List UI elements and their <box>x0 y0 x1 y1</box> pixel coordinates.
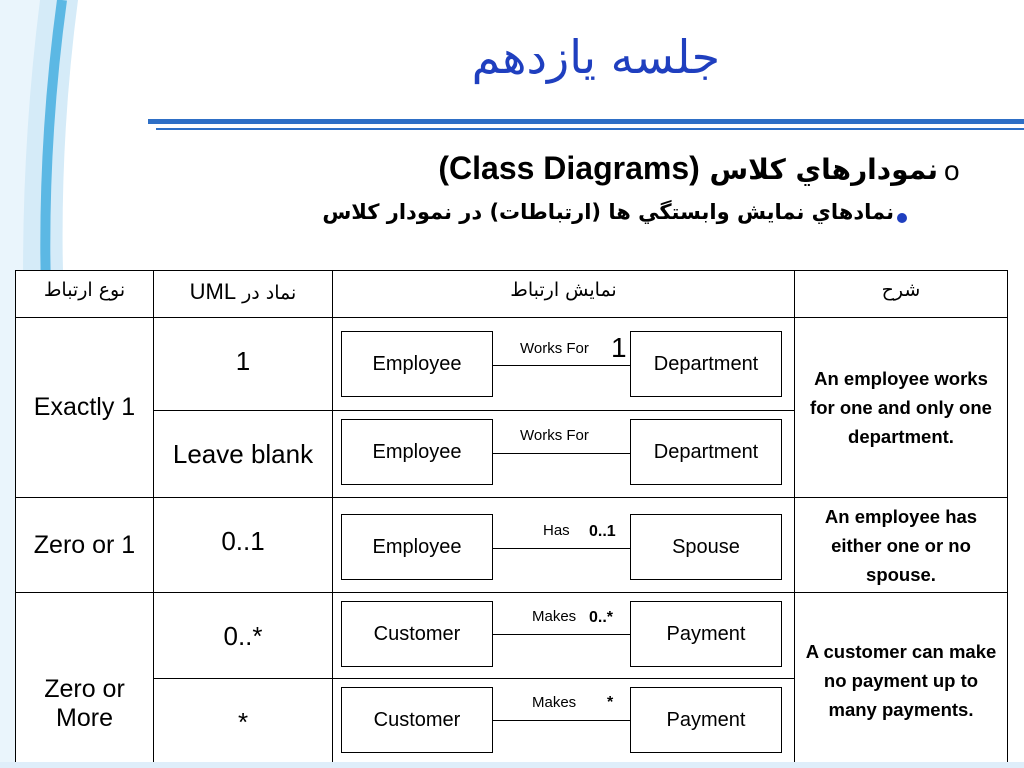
association-line <box>493 720 630 721</box>
relation-label: Has <box>543 522 570 539</box>
association-line <box>493 548 630 549</box>
class-box: Employee <box>341 419 493 485</box>
section-heading <box>438 150 938 190</box>
class-box: Payment <box>630 687 782 753</box>
description-cell: A customer can make no payment up to many payments. <box>795 593 1008 768</box>
table-row <box>16 498 1008 593</box>
relation-label: Works For <box>520 340 589 357</box>
relation-label: Makes <box>532 694 577 711</box>
diagram-cell <box>333 498 795 593</box>
diagram-cell <box>333 411 795 498</box>
relation-label: Makes <box>532 608 577 625</box>
multiplicity-label: 1 <box>611 332 627 363</box>
relationship-table <box>15 270 1008 768</box>
class-box: Employee <box>341 514 493 580</box>
title-rule <box>148 119 1024 124</box>
association-line <box>493 634 630 635</box>
type-cell: Zero or 1 <box>16 498 154 593</box>
relation-label: Works For <box>520 427 589 444</box>
description-cell: An employee has either one or no spouse. <box>795 498 1008 593</box>
diagram-cell <box>333 593 795 679</box>
table-row <box>16 593 1008 679</box>
slide-bottom-border <box>0 762 1024 768</box>
association-line <box>493 453 630 454</box>
table-header-row <box>16 271 1008 318</box>
class-box: Customer <box>341 601 493 667</box>
class-box: Department <box>630 331 782 397</box>
class-box: Payment <box>630 601 782 667</box>
slide-title: جلسه يازدهم <box>471 30 720 84</box>
class-box: Department <box>630 419 782 485</box>
multiplicity-label: 0..* <box>589 609 614 626</box>
uml-cell: Leave blank <box>154 411 333 498</box>
diagram-cell <box>333 679 795 768</box>
multiplicity-label: 0..1 <box>589 523 616 540</box>
uml-cell: * <box>154 679 333 768</box>
class-box: Customer <box>341 687 493 753</box>
association-line <box>493 365 630 366</box>
header-uml <box>154 271 333 318</box>
heading-text-fa: نمودارهاي كلاس <box>699 153 938 186</box>
heading-text-en: (Class Diagrams) <box>438 150 700 186</box>
title-rule-thin <box>156 128 1024 130</box>
uml-cell: 0..1 <box>154 498 333 593</box>
table-row <box>16 318 1008 411</box>
heading-bullet: o <box>944 155 960 186</box>
header-uml-fa: نماد در <box>236 282 297 304</box>
type-cell: Zero or More <box>16 593 154 768</box>
uml-cell: 1 <box>154 318 333 411</box>
subheading-bullet <box>897 213 907 223</box>
subheading: نمادهاي نمايش وابستگي ها (ارتباطات) در نمودار كلاس <box>322 200 894 224</box>
header-uml-en: UML <box>189 279 237 304</box>
header-description: شرح <box>795 271 1008 318</box>
multiplicity-label: * <box>607 694 614 711</box>
class-box: Spouse <box>630 514 782 580</box>
class-box: Employee <box>341 331 493 397</box>
type-cell: Exactly 1 <box>16 318 154 498</box>
header-display: نمايش ارتباط <box>333 271 795 318</box>
diagram-cell <box>333 318 795 411</box>
description-cell: An employee works for one and only one department. <box>795 318 1008 498</box>
header-type: نوع ارتباط <box>16 271 154 318</box>
uml-cell: 0..* <box>154 593 333 679</box>
